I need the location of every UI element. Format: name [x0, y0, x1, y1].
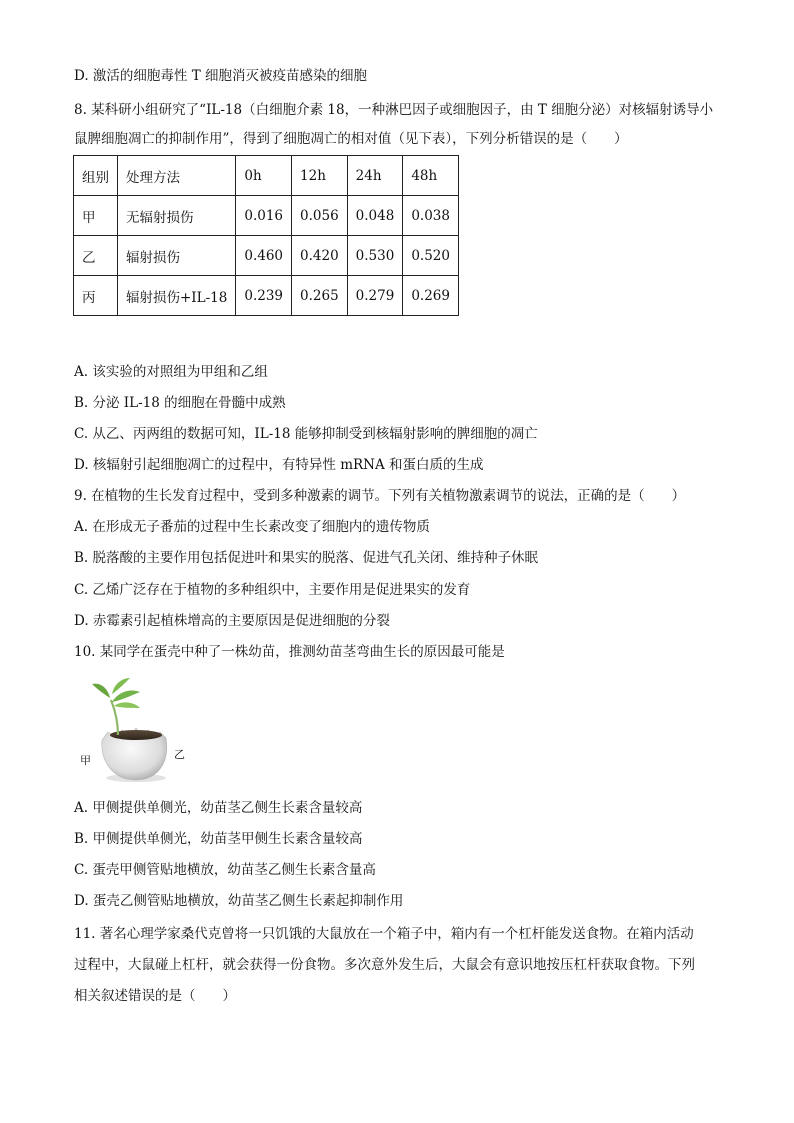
table-cell: 0.056: [292, 196, 348, 236]
q9-option-a: A. 在形成无子番茄的过程中生长素改变了细胞内的遗传物质: [74, 519, 430, 535]
table-row: [74, 196, 459, 236]
q10-option-c: C. 蛋壳甲侧管贴地横放，幼苗茎乙侧生长素含量高: [74, 862, 376, 878]
q8-stem-line2: 鼠脾细胞凋亡的抑制作用”，得到了细胞凋亡的相对值（见下表），下列分析错误的是（ ）: [74, 131, 628, 147]
q11-stem-line2: 过程中，大鼠碰上杠杆，就会获得一份食物。多次意外发生后，大鼠会有意识地按压杠杆获取食物。下列: [74, 957, 695, 973]
q8-option-c: C. 从乙、丙两组的数据可知，IL-18 能够抑制受到核辐射影响的脾细胞的凋亡: [74, 426, 538, 442]
table-row: [74, 276, 459, 316]
table-header-cell: 0h: [236, 156, 292, 196]
table-cell: 0.530: [347, 236, 403, 276]
q11-stem-line3: 相关叙述错误的是（ ）: [74, 988, 236, 1004]
table-header-cell: 处理方法: [118, 156, 236, 196]
table-cell: 0.269: [403, 276, 459, 316]
table-cell: 无辐射损伤: [118, 196, 236, 236]
table-cell: 0.038: [403, 196, 459, 236]
table-header-cell: 24h: [347, 156, 403, 196]
q8-data-table: [73, 155, 459, 316]
q7-option-d: D. 激活的细胞毒性 T 细胞消灭被疫苗感染的细胞: [74, 68, 368, 84]
q9-option-c: C. 乙烯广泛存在于植物的多种组织中，主要作用是促进果实的发育: [74, 582, 471, 598]
table-header-cell: 48h: [403, 156, 459, 196]
table-cell: 甲: [74, 196, 118, 236]
table-header-cell: 12h: [292, 156, 348, 196]
table-cell: 0.460: [236, 236, 292, 276]
q9-stem: 9. 在植物的生长发育过程中，受到多种激素的调节。下列有关植物激素调节的说法，正确的是（ ）: [74, 488, 686, 504]
table-cell: 辐射损伤+IL-18: [118, 276, 236, 316]
q8-option-a: A. 该实验的对照组为甲组和乙组: [74, 364, 268, 380]
figure-label-yi: 乙: [174, 748, 185, 761]
table-cell: 0.279: [347, 276, 403, 316]
seedling-eggshell-figure: [78, 672, 208, 784]
q10-option-d: D. 蛋壳乙侧管贴地横放，幼苗茎乙侧生长素起抑制作用: [74, 893, 404, 909]
table-header-row: [74, 156, 459, 196]
q8-option-d: D. 核辐射引起细胞凋亡的过程中，有特异性 mRNA 和蛋白质的生成: [74, 457, 484, 473]
table-row: [74, 236, 459, 276]
table-cell: 0.420: [292, 236, 348, 276]
table-cell: 0.520: [403, 236, 459, 276]
table-cell: 0.265: [292, 276, 348, 316]
q8-option-b: B. 分泌 IL-18 的细胞在骨髓中成熟: [74, 395, 286, 411]
q9-option-b: B. 脱落酸的主要作用包括促进叶和果实的脱落、促进气孔关闭、维持种子休眠: [74, 550, 539, 566]
q11-stem-line1: 11. 著名心理学家桑代克曾将一只饥饿的大鼠放在一个箱子中，箱内有一个杠杆能发送食物。在箱内活动: [74, 926, 694, 942]
q10-option-a: A. 甲侧提供单侧光，幼苗茎乙侧生长素含量较高: [74, 800, 363, 816]
q10-stem: 10. 某同学在蛋壳中种了一株幼苗，推测幼苗茎弯曲生长的原因最可能是: [74, 644, 505, 660]
table-header-cell: 组别: [74, 156, 118, 196]
table-cell: 丙: [74, 276, 118, 316]
table-cell: 0.016: [236, 196, 292, 236]
q9-option-d: D. 赤霉素引起植株增高的主要原因是促进细胞的分裂: [74, 613, 390, 629]
table-cell: 0.239: [236, 276, 292, 316]
seedling-in-eggshell-image: [78, 672, 208, 784]
table-cell: 乙: [74, 236, 118, 276]
table-cell: 辐射损伤: [118, 236, 236, 276]
q10-option-b: B. 甲侧提供单侧光，幼苗茎甲侧生长素含量较高: [74, 831, 363, 847]
table-cell: 0.048: [347, 196, 403, 236]
q8-stem-line1: 8. 某科研小组研究了“IL-18（白细胞介素 18，一种淋巴因子或细胞因子，由 T 细胞分泌）对核辐射诱导小: [74, 102, 714, 118]
figure-label-jia: 甲: [80, 754, 91, 767]
